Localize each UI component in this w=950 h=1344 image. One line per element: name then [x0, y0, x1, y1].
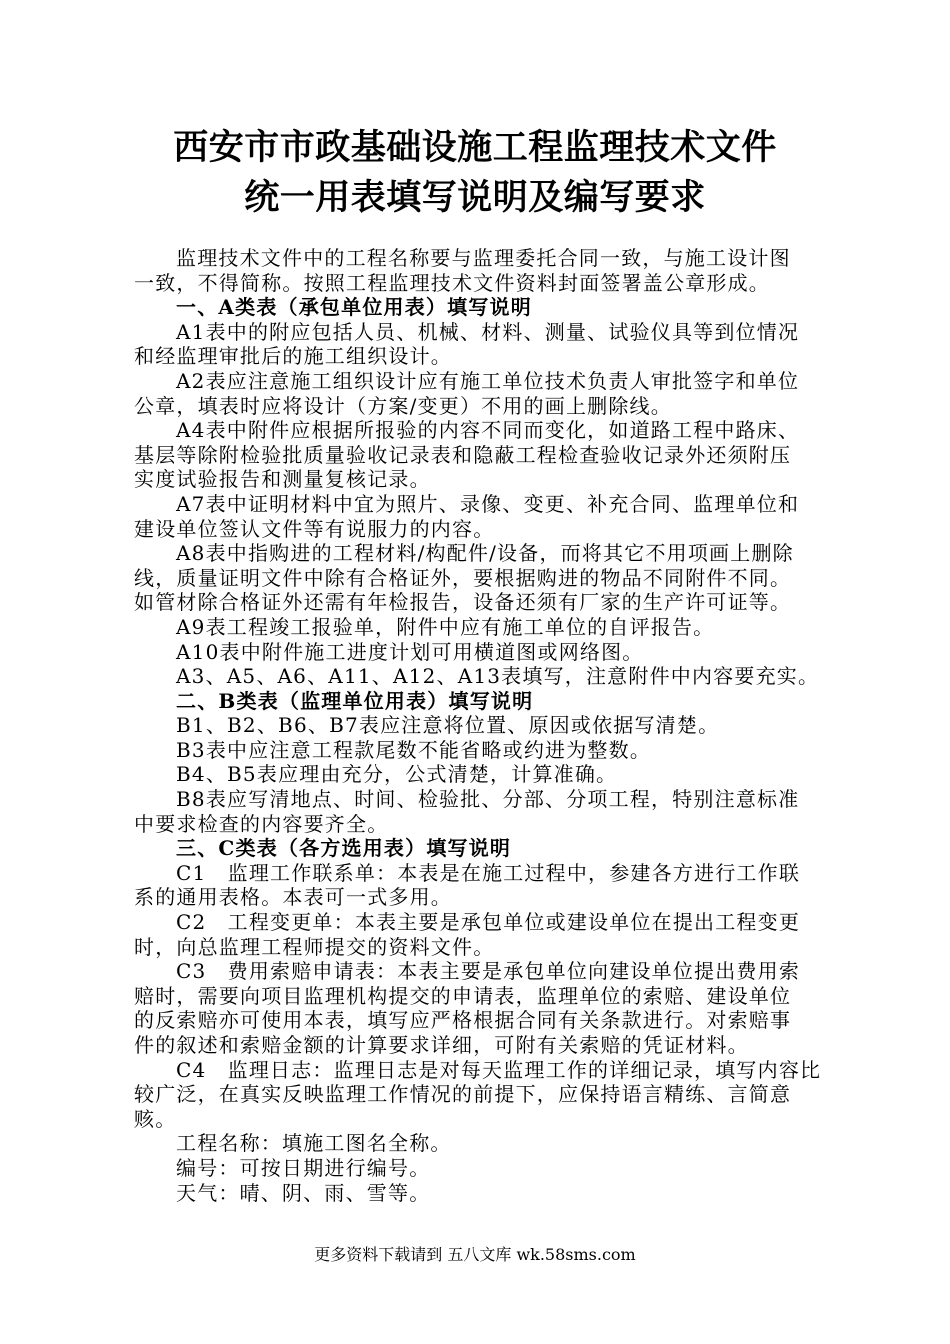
body-line: A9表工程竣工报验单，附件中应有施工单位的自评报告。: [176, 614, 715, 639]
body-line: 时，向总监理工程师提交的资料文件。: [134, 934, 495, 959]
document-body: [134, 246, 850, 1205]
body-line: 工程名称：填施工图名全称。: [176, 1131, 452, 1156]
section-heading: 一、A类表（承包单位用表）填写说明: [176, 295, 532, 320]
body-line: A2表应注意施工组织设计应有施工单位技术负责人审批签字和单位: [176, 368, 800, 393]
body-line: C3 费用索赔申请表：本表主要是承包单位向建设单位提出费用索: [176, 959, 801, 984]
body-line: A3、A5、A6、A11、A12、A13表填写，注意附件中内容要充实。: [176, 664, 820, 689]
body-line: 基层等除附检验批质量验收记录表和隐蔽工程检查验收记录外还须附压: [134, 442, 792, 467]
body-line: B3表中应注意工程款尾数不能省略或约进为整数。: [176, 737, 652, 762]
body-line: 的反索赔亦可使用本表，填写应严格根据合同有关条款进行。对索赔事: [134, 1008, 792, 1033]
body-line: 赅。: [134, 1106, 177, 1131]
footer-download-note: 更多资料下载请到 五八文库 wk.58sms.com: [314, 1245, 636, 1264]
body-line: A4表中附件应根据所报验的内容不同而变化，如道路工程中路床、: [176, 418, 800, 443]
body-line: B4、B5表应理由充分，公式清楚，计算准确。: [176, 762, 618, 787]
body-line: C1 监理工作联系单：本表是在施工过程中，参建各方进行工作联: [176, 860, 801, 885]
body-line: C2 工程变更单：本表主要是承包单位或建设单位在提出工程变更: [176, 910, 801, 935]
document-title-line-1: 西安市市政基础设施工程监理技术文件: [173, 127, 777, 168]
body-line: 系的通用表格。本表可一式多用。: [134, 885, 452, 910]
body-line: 线，质量证明文件中除有合格证外，要根据购进的物品不同附件不同。: [134, 565, 792, 590]
body-line: 中要求检查的内容要齐全。: [134, 811, 389, 836]
body-line: A1表中的附应包括人员、机械、材料、测量、试验仪具等到位情况: [176, 319, 800, 344]
body-line: 较广泛，在真实反映监理工作情况的前提下，应保持语言精练、言简意: [134, 1082, 792, 1107]
section-heading: 二、B类表（监理单位用表）填写说明: [176, 688, 534, 713]
body-line: C4 监理日志：监理日志是对每天监理工作的详细记录，填写内容比: [176, 1057, 822, 1082]
section-heading: 三、C类表（各方选用表）填写说明: [176, 836, 512, 861]
body-line: 建设单位签认文件等有说服力的内容。: [134, 516, 495, 541]
body-line: A10表中附件施工进度计划可用横道图或网络图。: [176, 639, 644, 664]
body-line: 天气：晴、阴、雨、雪等。: [176, 1180, 431, 1205]
body-line: B1、B2、B6、B7表应注意将位置、原因或依据写清楚。: [176, 713, 720, 738]
body-line: 公章，填表时应将设计（方案/变更）不用的画上删除线。: [134, 393, 672, 418]
body-line: 实度试验报告和测量复核记录。: [134, 467, 431, 492]
body-line: 件的叙述和索赔金额的计算要求详细，可附有关索赔的凭证材料。: [134, 1033, 749, 1057]
body-line: 和经监理审批后的施工组织设计。: [134, 344, 452, 369]
body-line: 监理技术文件中的工程名称要与监理委托合同一致，与施工设计图: [176, 246, 791, 270]
body-line: 编号：可按日期进行编号。: [176, 1155, 431, 1180]
body-line: A8表中指购进的工程材料/构配件/设备，而将其它不用项画上删除: [176, 541, 794, 566]
body-line: 如管材除合格证外还需有年检报告，设备还须有厂家的生产许可证等。: [134, 590, 792, 615]
body-line: 一致，不得简称。按照工程监理技术文件资料封面签署盖公章形成。: [134, 270, 770, 295]
body-line: A7表中证明材料中宜为照片、录像、变更、补充合同、监理单位和: [176, 491, 800, 516]
document-title-line-2: 统一用表填写说明及编写要求: [244, 177, 706, 218]
body-line: B8表应写清地点、时间、检验批、分部、分项工程，特别注意标准: [176, 787, 800, 812]
body-line: 赔时，需要向项目监理机构提交的申请表，监理单位的索赔、建设单位: [134, 983, 792, 1008]
